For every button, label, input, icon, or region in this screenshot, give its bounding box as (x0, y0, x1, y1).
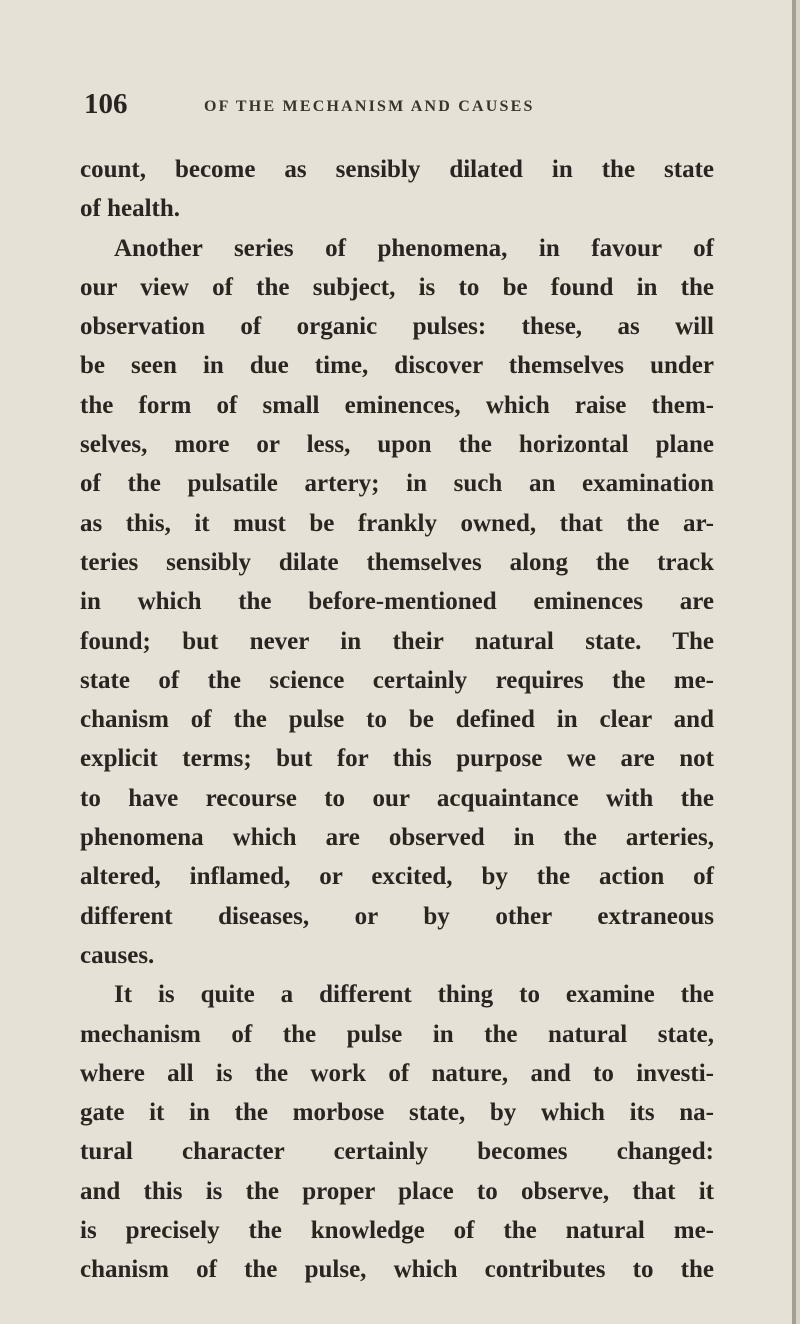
text-line: chanism of the pulse to be defined in clear and (80, 706, 714, 734)
text-line: state of the science certainly requires the me- (80, 666, 714, 694)
text-line: Another series of phenomena, in favour of (114, 234, 714, 262)
text-line: to have recourse to our acquaintance with the (80, 784, 714, 812)
body-text (80, 150, 714, 1290)
text-line: explicit terms; but for this purpose we are not (80, 745, 714, 773)
text-line: be seen in due time, discover themselves under (80, 352, 714, 380)
text-line: of the pulsatile artery; in such an examination (80, 470, 714, 498)
page-header (84, 88, 724, 128)
text-line: phenomena which are observed in the arteries, (80, 824, 714, 852)
text-line: of health. (80, 195, 180, 223)
text-line: teries sensibly dilate themselves along the track (80, 548, 714, 576)
text-line: different diseases, or by other extraneous (80, 902, 714, 930)
text-line: tural character certainly becomes changed: (80, 1138, 714, 1166)
text-line: in which the before-mentioned eminences are (80, 588, 714, 616)
text-line: as this, it must be frankly owned, that the ar- (80, 509, 714, 537)
text-line: mechanism of the pulse in the natural state, (80, 1020, 714, 1048)
text-line: observation of organic pulses: these, as will (80, 313, 714, 341)
text-line: causes. (80, 941, 155, 969)
text-line: altered, inflamed, or excited, by the action of (80, 863, 714, 891)
text-line: the form of small eminences, which raise them- (80, 391, 714, 419)
page-number: 106 (84, 88, 128, 120)
text-line: It is quite a different thing to examine the (114, 981, 714, 1009)
text-line: chanism of the pulse, which contributes to the (80, 1256, 714, 1284)
text-line: our view of the subject, is to be found in the (80, 273, 714, 301)
text-line: count, become as sensibly dilated in the state (80, 156, 714, 183)
running-head: OF THE MECHANISM AND CAUSES (204, 98, 535, 115)
text-line: gate it in the morbose state, by which its na- (80, 1099, 714, 1127)
text-line: selves, more or less, upon the horizontal plane (80, 431, 714, 459)
text-line: found; but never in their natural state. The (80, 627, 714, 655)
text-line: where all is the work of nature, and to investi- (80, 1059, 714, 1087)
text-line: is precisely the knowledge of the natural me- (80, 1217, 714, 1245)
text-line: and this is the proper place to observe, that it (80, 1177, 714, 1205)
